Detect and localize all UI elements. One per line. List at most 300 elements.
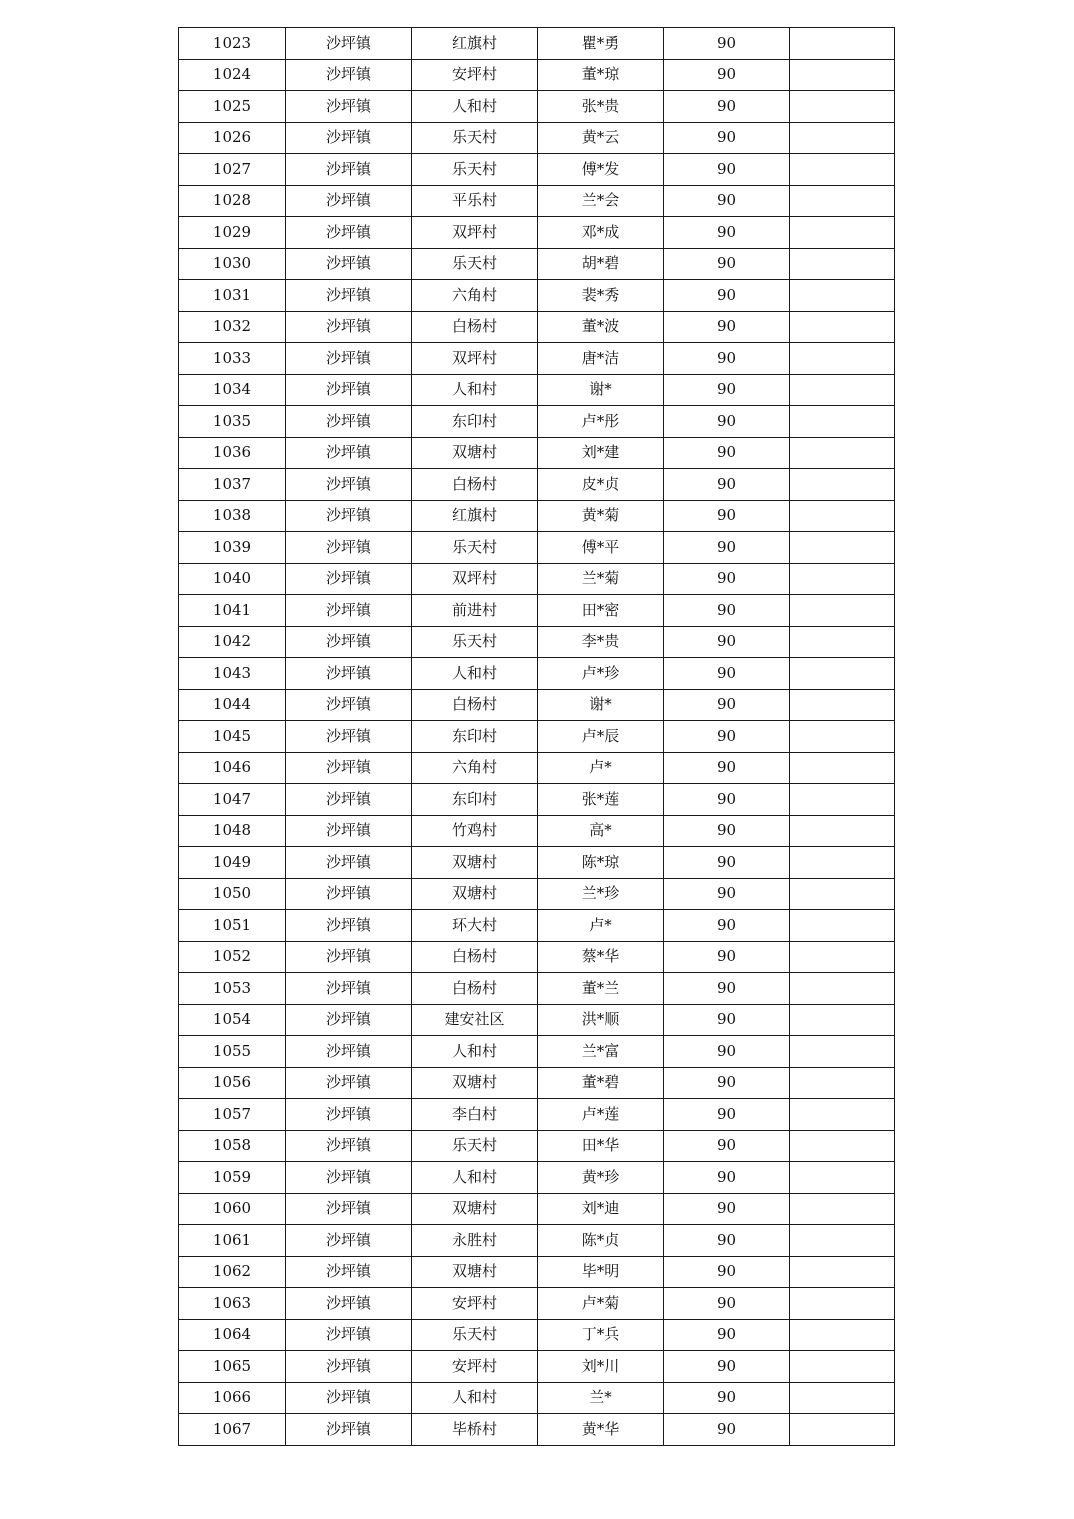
roster-table xyxy=(178,27,895,1446)
amount-cell: 90 xyxy=(664,784,790,816)
name-cell: 蔡*华 xyxy=(538,941,664,973)
town-cell: 沙坪镇 xyxy=(286,311,412,343)
serial-number-cell: 1054 xyxy=(179,1004,286,1036)
remark-cell xyxy=(790,1414,895,1446)
village-cell: 六角村 xyxy=(412,280,538,312)
serial-number-cell: 1052 xyxy=(179,941,286,973)
village-cell: 双塘村 xyxy=(412,1256,538,1288)
remark-cell xyxy=(790,406,895,438)
table-row xyxy=(179,595,895,627)
amount-cell: 90 xyxy=(664,689,790,721)
amount-cell: 90 xyxy=(664,59,790,91)
serial-number-cell: 1044 xyxy=(179,689,286,721)
name-cell: 裴*秀 xyxy=(538,280,664,312)
remark-cell xyxy=(790,626,895,658)
town-cell: 沙坪镇 xyxy=(286,469,412,501)
serial-number-cell: 1041 xyxy=(179,595,286,627)
remark-cell xyxy=(790,1382,895,1414)
village-cell: 双坪村 xyxy=(412,563,538,595)
name-cell: 董*琼 xyxy=(538,59,664,91)
serial-number-cell: 1050 xyxy=(179,878,286,910)
amount-cell: 90 xyxy=(664,406,790,438)
amount-cell: 90 xyxy=(664,752,790,784)
name-cell: 丁*兵 xyxy=(538,1319,664,1351)
amount-cell: 90 xyxy=(664,91,790,123)
village-cell: 白杨村 xyxy=(412,311,538,343)
serial-number-cell: 1030 xyxy=(179,248,286,280)
village-cell: 人和村 xyxy=(412,1162,538,1194)
table-row xyxy=(179,1382,895,1414)
serial-number-cell: 1067 xyxy=(179,1414,286,1446)
remark-cell xyxy=(790,154,895,186)
table-row xyxy=(179,1067,895,1099)
table-row xyxy=(179,1256,895,1288)
remark-cell xyxy=(790,500,895,532)
remark-cell xyxy=(790,941,895,973)
table-row xyxy=(179,500,895,532)
village-cell: 乐天村 xyxy=(412,122,538,154)
amount-cell: 90 xyxy=(664,280,790,312)
name-cell: 黄*华 xyxy=(538,1414,664,1446)
table-row xyxy=(179,815,895,847)
name-cell: 卢*彤 xyxy=(538,406,664,438)
village-cell: 双塘村 xyxy=(412,1067,538,1099)
table-row xyxy=(179,1162,895,1194)
name-cell: 董*碧 xyxy=(538,1067,664,1099)
table-row xyxy=(179,280,895,312)
town-cell: 沙坪镇 xyxy=(286,28,412,60)
name-cell: 李*贵 xyxy=(538,626,664,658)
remark-cell xyxy=(790,721,895,753)
name-cell: 唐*洁 xyxy=(538,343,664,375)
remark-cell xyxy=(790,1193,895,1225)
serial-number-cell: 1049 xyxy=(179,847,286,879)
name-cell: 卢*珍 xyxy=(538,658,664,690)
town-cell: 沙坪镇 xyxy=(286,185,412,217)
amount-cell: 90 xyxy=(664,343,790,375)
serial-number-cell: 1059 xyxy=(179,1162,286,1194)
town-cell: 沙坪镇 xyxy=(286,784,412,816)
name-cell: 刘*川 xyxy=(538,1351,664,1383)
town-cell: 沙坪镇 xyxy=(286,626,412,658)
name-cell: 毕*明 xyxy=(538,1256,664,1288)
town-cell: 沙坪镇 xyxy=(286,248,412,280)
village-cell: 平乐村 xyxy=(412,185,538,217)
serial-number-cell: 1043 xyxy=(179,658,286,690)
name-cell: 卢* xyxy=(538,752,664,784)
name-cell: 高* xyxy=(538,815,664,847)
serial-number-cell: 1066 xyxy=(179,1382,286,1414)
table-row xyxy=(179,1288,895,1320)
remark-cell xyxy=(790,752,895,784)
amount-cell: 90 xyxy=(664,1288,790,1320)
remark-cell xyxy=(790,280,895,312)
amount-cell: 90 xyxy=(664,1225,790,1257)
town-cell: 沙坪镇 xyxy=(286,689,412,721)
serial-number-cell: 1037 xyxy=(179,469,286,501)
amount-cell: 90 xyxy=(664,1099,790,1131)
name-cell: 洪*顺 xyxy=(538,1004,664,1036)
serial-number-cell: 1027 xyxy=(179,154,286,186)
town-cell: 沙坪镇 xyxy=(286,752,412,784)
table-row xyxy=(179,248,895,280)
table-row xyxy=(179,752,895,784)
serial-number-cell: 1035 xyxy=(179,406,286,438)
name-cell: 傅*平 xyxy=(538,532,664,564)
village-cell: 建安社区 xyxy=(412,1004,538,1036)
amount-cell: 90 xyxy=(664,1382,790,1414)
remark-cell xyxy=(790,374,895,406)
remark-cell xyxy=(790,469,895,501)
table-row xyxy=(179,941,895,973)
remark-cell xyxy=(790,1099,895,1131)
town-cell: 沙坪镇 xyxy=(286,1162,412,1194)
name-cell: 瞿*勇 xyxy=(538,28,664,60)
village-cell: 双坪村 xyxy=(412,217,538,249)
remark-cell xyxy=(790,1162,895,1194)
name-cell: 兰*珍 xyxy=(538,878,664,910)
serial-number-cell: 1028 xyxy=(179,185,286,217)
village-cell: 乐天村 xyxy=(412,532,538,564)
serial-number-cell: 1053 xyxy=(179,973,286,1005)
serial-number-cell: 1057 xyxy=(179,1099,286,1131)
village-cell: 人和村 xyxy=(412,91,538,123)
remark-cell xyxy=(790,1130,895,1162)
serial-number-cell: 1048 xyxy=(179,815,286,847)
table-row xyxy=(179,910,895,942)
table-row xyxy=(179,1351,895,1383)
serial-number-cell: 1061 xyxy=(179,1225,286,1257)
amount-cell: 90 xyxy=(664,311,790,343)
name-cell: 卢*菊 xyxy=(538,1288,664,1320)
amount-cell: 90 xyxy=(664,1004,790,1036)
name-cell: 兰*富 xyxy=(538,1036,664,1068)
name-cell: 卢*辰 xyxy=(538,721,664,753)
remark-cell xyxy=(790,973,895,1005)
table-row xyxy=(179,437,895,469)
remark-cell xyxy=(790,1319,895,1351)
serial-number-cell: 1042 xyxy=(179,626,286,658)
amount-cell: 90 xyxy=(664,1193,790,1225)
serial-number-cell: 1036 xyxy=(179,437,286,469)
village-cell: 竹鸡村 xyxy=(412,815,538,847)
serial-number-cell: 1026 xyxy=(179,122,286,154)
village-cell: 白杨村 xyxy=(412,469,538,501)
serial-number-cell: 1033 xyxy=(179,343,286,375)
remark-cell xyxy=(790,1067,895,1099)
village-cell: 安坪村 xyxy=(412,59,538,91)
remark-cell xyxy=(790,185,895,217)
serial-number-cell: 1023 xyxy=(179,28,286,60)
table-row xyxy=(179,28,895,60)
remark-cell xyxy=(790,1256,895,1288)
town-cell: 沙坪镇 xyxy=(286,532,412,564)
serial-number-cell: 1058 xyxy=(179,1130,286,1162)
name-cell: 陈*贞 xyxy=(538,1225,664,1257)
amount-cell: 90 xyxy=(664,910,790,942)
serial-number-cell: 1047 xyxy=(179,784,286,816)
town-cell: 沙坪镇 xyxy=(286,1288,412,1320)
town-cell: 沙坪镇 xyxy=(286,1067,412,1099)
village-cell: 东印村 xyxy=(412,721,538,753)
village-cell: 东印村 xyxy=(412,406,538,438)
village-cell: 环大村 xyxy=(412,910,538,942)
town-cell: 沙坪镇 xyxy=(286,437,412,469)
table-row xyxy=(179,154,895,186)
name-cell: 田*华 xyxy=(538,1130,664,1162)
remark-cell xyxy=(790,689,895,721)
table-row xyxy=(179,217,895,249)
town-cell: 沙坪镇 xyxy=(286,815,412,847)
village-cell: 双塘村 xyxy=(412,847,538,879)
town-cell: 沙坪镇 xyxy=(286,280,412,312)
amount-cell: 90 xyxy=(664,374,790,406)
amount-cell: 90 xyxy=(664,122,790,154)
town-cell: 沙坪镇 xyxy=(286,1193,412,1225)
town-cell: 沙坪镇 xyxy=(286,91,412,123)
amount-cell: 90 xyxy=(664,941,790,973)
table-row xyxy=(179,343,895,375)
table-row xyxy=(179,1414,895,1446)
remark-cell xyxy=(790,343,895,375)
name-cell: 董*波 xyxy=(538,311,664,343)
remark-cell xyxy=(790,91,895,123)
amount-cell: 90 xyxy=(664,1319,790,1351)
name-cell: 田*密 xyxy=(538,595,664,627)
town-cell: 沙坪镇 xyxy=(286,1256,412,1288)
village-cell: 乐天村 xyxy=(412,1130,538,1162)
table-row xyxy=(179,406,895,438)
amount-cell: 90 xyxy=(664,815,790,847)
village-cell: 东印村 xyxy=(412,784,538,816)
serial-number-cell: 1031 xyxy=(179,280,286,312)
serial-number-cell: 1029 xyxy=(179,217,286,249)
remark-cell xyxy=(790,59,895,91)
amount-cell: 90 xyxy=(664,154,790,186)
village-cell: 人和村 xyxy=(412,374,538,406)
remark-cell xyxy=(790,217,895,249)
name-cell: 卢* xyxy=(538,910,664,942)
town-cell: 沙坪镇 xyxy=(286,343,412,375)
name-cell: 董*兰 xyxy=(538,973,664,1005)
amount-cell: 90 xyxy=(664,1130,790,1162)
village-cell: 双坪村 xyxy=(412,343,538,375)
village-cell: 双塘村 xyxy=(412,1193,538,1225)
name-cell: 兰*菊 xyxy=(538,563,664,595)
table-row xyxy=(179,784,895,816)
village-cell: 安坪村 xyxy=(412,1351,538,1383)
remark-cell xyxy=(790,437,895,469)
village-cell: 乐天村 xyxy=(412,1319,538,1351)
village-cell: 人和村 xyxy=(412,658,538,690)
remark-cell xyxy=(790,1288,895,1320)
serial-number-cell: 1056 xyxy=(179,1067,286,1099)
serial-number-cell: 1045 xyxy=(179,721,286,753)
table-row xyxy=(179,185,895,217)
village-cell: 白杨村 xyxy=(412,941,538,973)
amount-cell: 90 xyxy=(664,469,790,501)
remark-cell xyxy=(790,122,895,154)
remark-cell xyxy=(790,658,895,690)
amount-cell: 90 xyxy=(664,1067,790,1099)
remark-cell xyxy=(790,1351,895,1383)
table-row xyxy=(179,563,895,595)
amount-cell: 90 xyxy=(664,248,790,280)
serial-number-cell: 1024 xyxy=(179,59,286,91)
village-cell: 毕桥村 xyxy=(412,1414,538,1446)
town-cell: 沙坪镇 xyxy=(286,595,412,627)
village-cell: 六角村 xyxy=(412,752,538,784)
amount-cell: 90 xyxy=(664,1256,790,1288)
amount-cell: 90 xyxy=(664,437,790,469)
village-cell: 永胜村 xyxy=(412,1225,538,1257)
table-row xyxy=(179,658,895,690)
town-cell: 沙坪镇 xyxy=(286,374,412,406)
amount-cell: 90 xyxy=(664,563,790,595)
amount-cell: 90 xyxy=(664,658,790,690)
town-cell: 沙坪镇 xyxy=(286,721,412,753)
name-cell: 皮*贞 xyxy=(538,469,664,501)
table-row xyxy=(179,532,895,564)
village-cell: 安坪村 xyxy=(412,1288,538,1320)
serial-number-cell: 1040 xyxy=(179,563,286,595)
name-cell: 陈*琼 xyxy=(538,847,664,879)
remark-cell xyxy=(790,1225,895,1257)
amount-cell: 90 xyxy=(664,847,790,879)
town-cell: 沙坪镇 xyxy=(286,500,412,532)
table-row xyxy=(179,1193,895,1225)
town-cell: 沙坪镇 xyxy=(286,406,412,438)
village-cell: 前进村 xyxy=(412,595,538,627)
serial-number-cell: 1046 xyxy=(179,752,286,784)
amount-cell: 90 xyxy=(664,217,790,249)
serial-number-cell: 1055 xyxy=(179,1036,286,1068)
table-row xyxy=(179,847,895,879)
serial-number-cell: 1060 xyxy=(179,1193,286,1225)
village-cell: 乐天村 xyxy=(412,626,538,658)
village-cell: 红旗村 xyxy=(412,500,538,532)
town-cell: 沙坪镇 xyxy=(286,1130,412,1162)
table-row xyxy=(179,721,895,753)
remark-cell xyxy=(790,784,895,816)
table-row xyxy=(179,973,895,1005)
remark-cell xyxy=(790,847,895,879)
town-cell: 沙坪镇 xyxy=(286,878,412,910)
table-row xyxy=(179,1099,895,1131)
remark-cell xyxy=(790,28,895,60)
name-cell: 卢*莲 xyxy=(538,1099,664,1131)
name-cell: 黄*珍 xyxy=(538,1162,664,1194)
name-cell: 黄*菊 xyxy=(538,500,664,532)
village-cell: 人和村 xyxy=(412,1036,538,1068)
serial-number-cell: 1025 xyxy=(179,91,286,123)
town-cell: 沙坪镇 xyxy=(286,1351,412,1383)
name-cell: 谢* xyxy=(538,374,664,406)
village-cell: 红旗村 xyxy=(412,28,538,60)
name-cell: 谢* xyxy=(538,689,664,721)
name-cell: 邓*成 xyxy=(538,217,664,249)
serial-number-cell: 1062 xyxy=(179,1256,286,1288)
roster-table-body xyxy=(179,28,895,1446)
name-cell: 兰* xyxy=(538,1382,664,1414)
amount-cell: 90 xyxy=(664,973,790,1005)
town-cell: 沙坪镇 xyxy=(286,1099,412,1131)
table-row xyxy=(179,59,895,91)
town-cell: 沙坪镇 xyxy=(286,658,412,690)
name-cell: 黄*云 xyxy=(538,122,664,154)
town-cell: 沙坪镇 xyxy=(286,217,412,249)
name-cell: 张*贵 xyxy=(538,91,664,123)
table-row xyxy=(179,1004,895,1036)
amount-cell: 90 xyxy=(664,1351,790,1383)
serial-number-cell: 1051 xyxy=(179,910,286,942)
remark-cell xyxy=(790,1004,895,1036)
town-cell: 沙坪镇 xyxy=(286,59,412,91)
amount-cell: 90 xyxy=(664,500,790,532)
remark-cell xyxy=(790,595,895,627)
serial-number-cell: 1034 xyxy=(179,374,286,406)
town-cell: 沙坪镇 xyxy=(286,941,412,973)
table-row xyxy=(179,374,895,406)
name-cell: 兰*会 xyxy=(538,185,664,217)
table-row xyxy=(179,878,895,910)
town-cell: 沙坪镇 xyxy=(286,1414,412,1446)
town-cell: 沙坪镇 xyxy=(286,1382,412,1414)
table-row xyxy=(179,1130,895,1162)
remark-cell xyxy=(790,532,895,564)
amount-cell: 90 xyxy=(664,626,790,658)
table-row xyxy=(179,626,895,658)
remark-cell xyxy=(790,563,895,595)
name-cell: 刘*迪 xyxy=(538,1193,664,1225)
remark-cell xyxy=(790,815,895,847)
town-cell: 沙坪镇 xyxy=(286,847,412,879)
town-cell: 沙坪镇 xyxy=(286,1225,412,1257)
name-cell: 刘*建 xyxy=(538,437,664,469)
village-cell: 人和村 xyxy=(412,1382,538,1414)
town-cell: 沙坪镇 xyxy=(286,973,412,1005)
town-cell: 沙坪镇 xyxy=(286,1319,412,1351)
table-row xyxy=(179,689,895,721)
amount-cell: 90 xyxy=(664,532,790,564)
town-cell: 沙坪镇 xyxy=(286,1036,412,1068)
village-cell: 白杨村 xyxy=(412,973,538,1005)
table-row xyxy=(179,469,895,501)
town-cell: 沙坪镇 xyxy=(286,563,412,595)
remark-cell xyxy=(790,878,895,910)
table-row xyxy=(179,1319,895,1351)
serial-number-cell: 1032 xyxy=(179,311,286,343)
serial-number-cell: 1038 xyxy=(179,500,286,532)
village-cell: 双塘村 xyxy=(412,878,538,910)
name-cell: 胡*碧 xyxy=(538,248,664,280)
amount-cell: 90 xyxy=(664,1036,790,1068)
amount-cell: 90 xyxy=(664,721,790,753)
amount-cell: 90 xyxy=(664,595,790,627)
remark-cell xyxy=(790,311,895,343)
table-row xyxy=(179,311,895,343)
village-cell: 李白村 xyxy=(412,1099,538,1131)
town-cell: 沙坪镇 xyxy=(286,122,412,154)
table-row xyxy=(179,1225,895,1257)
serial-number-cell: 1065 xyxy=(179,1351,286,1383)
table-row xyxy=(179,1036,895,1068)
amount-cell: 90 xyxy=(664,28,790,60)
amount-cell: 90 xyxy=(664,878,790,910)
remark-cell xyxy=(790,1036,895,1068)
name-cell: 张*莲 xyxy=(538,784,664,816)
remark-cell xyxy=(790,910,895,942)
